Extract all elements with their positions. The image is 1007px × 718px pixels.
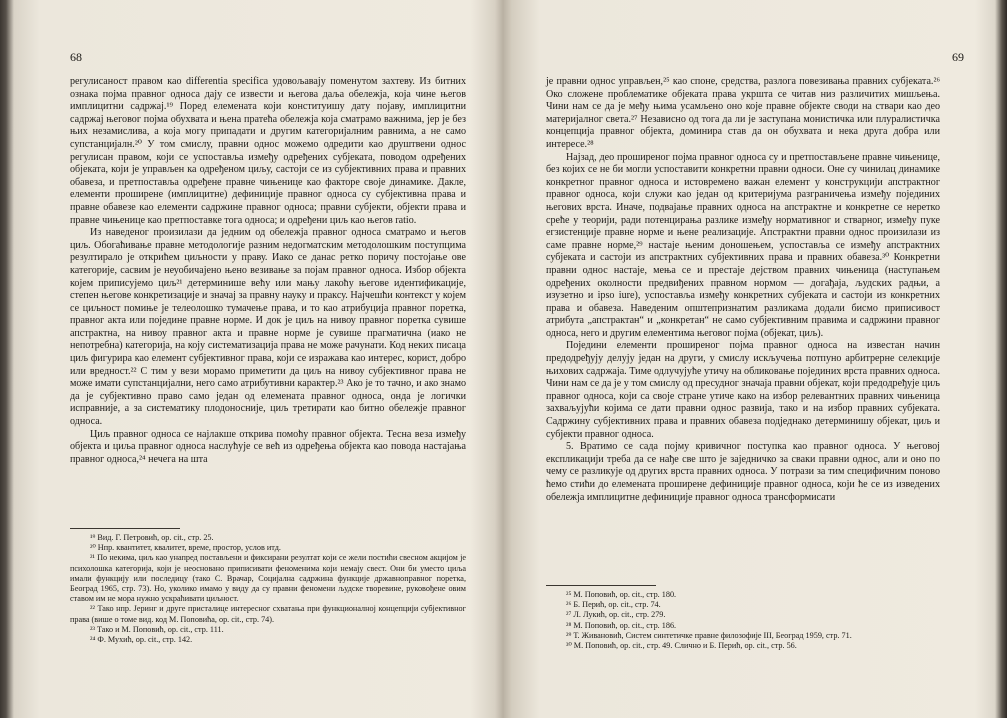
- footnote-divider: [546, 585, 656, 586]
- paragraph: регулисаност правом као differentia specifica удовољавају поменутом захтеву. Из битних ознака појма правног односа дају се извести и његова даља обележја, која чине његов имплицитни садржај.¹⁹ Поред елемената који конституишу дату појаву, имплицитни садржај његовог појма обухвата и њена пратећа обележја која сматрамо важнима, јер је без њих незамислива, а која могу припадати и другим категоријалним равнима, а не само супстанцијалн.²⁰ У том смислу, правни однос можемо одредити као друштвени однос регулисан правом, који се успоставља између одређених субјеката, поводом одређених објеката, који је управљен ка одређеном циљу, састоји се из субјективних права и правних обавеза, и претпоставља одређене правне чињенице као факторе своје динамике. Дакле, елементи проширене (имплицитне) дефиниције правног односа су субјективна права и правне обавезе као елементи садржине правног односа; правни субјекти, објекти права и правне чињенице као претпоставке тога односа; и одређени циљ као његов ratio.: [70, 76, 466, 226]
- footnote-divider: [70, 528, 180, 529]
- footnote: ²⁵ М. Поповић, op. cit., стр. 180.: [566, 590, 677, 599]
- paragraph: је правни однос управљен,²⁵ као споне, средства, разлога повезивања правних субјеката.²⁶ Око сложене проблематике објеката права укршта се читав низ различитих мишљења. Чини нам се да је међу њима усамљено оно које правне објекте своди на ствари као део материјалног света.²⁷ Независно од тога да ли је заступана монистичка или плуралистичка концепција правног објекта, доминира став да он обухвата и нека друга добра или интересе.²⁸: [546, 76, 940, 150]
- page-number: 68: [70, 50, 82, 64]
- right-page: [520, 0, 990, 718]
- footnote: ²¹ По некима, циљ као унапред постављени и фиксирани резултат који се жели постићи свесном акцијом је психолошка категорија, који је неосновано приписивати феноменима који немају свест. Они би уместо циља имали функцију или последицу (тако С. Врачар, Социјална садржина функције државноправног поретка, Београд 1965, стр. 73). Но, уколико имамо у виду да су правни феномени људске творевине, руковођене овим ставом им не мора нужно ускраћивати циљност.: [70, 553, 466, 604]
- page-number: 69: [952, 50, 964, 64]
- footnote: ²² Тако нпр. Јеринг и друге присталице интересног схватања при функционалној концепцији субјективног права (више о томе вид. код М. Поповића, op. cit., стр. 74).: [70, 604, 466, 624]
- footnote: ³⁰ М. Поповић, op. cit., стр. 49. Слично и Б. Перић, op. cit., стр. 56.: [566, 641, 797, 651]
- footnote: ¹⁹ Вид. Г. Петровић, op. cit., стр. 25.: [90, 533, 214, 542]
- footnote: ²⁹ Т. Живановић, Систем синтетичке правне филозофије III, Београд 1959, стр. 71.: [566, 630, 852, 640]
- footnotes: [70, 533, 466, 645]
- paragraph: Циљ правног односа се најлакше открива помоћу правног објекта. Тесна веза између објекта и циља правног односа наслућује се већ из одређења објекта као повода настајања правног односа,²⁴ нечега на шта: [70, 428, 466, 465]
- footnote: ²⁰ Нпр. квантитет, квалитет, време, простор, услов итд.: [90, 543, 281, 553]
- footnote: ²⁶ Б. Перић, op. cit., стр. 74.: [566, 600, 661, 610]
- paragraph: Из наведеног произилази да једним од обележја правног односа сматрамо и његов циљ. Обогаћивање правне методологије разним недогматским методолошким поступцима резултирало је открићем циљности у праву. Иако се данас ретко поричу постојање ове категорије, сасвим је неуобичајено њено везивање за појам правног односа. Избор објекта којем приписујемо циљ²¹ детерминише већу или мању лакоћу његове идентификације, степен његове конкретизације и значај за правну науку и праксу. Најчешћи контекст у којем се циљност помиње је телеолошко тумачење права, и то као атрибуција правног поретка, правног акта или појединe правне норме. И док је циљ на нивоу правног поретка сувише апстрактна, на нивоу правног акта и правне норме је сувише прагматична (иако не непотребна) категорија, на коју систематизација права не може рачунати. Код неких писаца циљ фигурира као елемент субјективног права, који се изражава као интерес, корист, добро или вредност.²² С тим у вези морамо приметити да циљ на нивоу субјективног права не може имати супстанцијални, него само атрибутивни карактер.²³ Ако је то тачно, и ако знамо да је субјективно право само један од елемената правног односа, онда је логички исправније, а за систематику плодоносније, циљ третирати као битно обележје правног односа.: [70, 227, 466, 428]
- footnote: ²³ Тако и М. Поповић, op. cit., стр. 111.: [90, 624, 224, 634]
- footnote: ²⁸ М. Поповић, op. cit., стр. 186.: [566, 620, 677, 630]
- paragraph: Поједини елементи проширеног појма правног односа на известан начин предодређују делују један на други, у смислу искључења потпуно арбитрерне селекције њихових садржаја. Тиме одлучујуће утичу на обликовање појединих врста правних односа. Чини нам се да је у том смислу од пресудног значаја правни објекат, који предодређује циљ правног односа, који са своје стране утиче како на избор релевантних правних чињеница захваљујући којима се дати правни однос развија, тако и на избор правних субјеката. Садржину субјективних права и правних обавеза подједнако детерминишу објекат, циљ и субјекти правног односа.: [546, 340, 940, 440]
- footnote: ²⁴ Ф. Мухић, op. cit., стр. 142.: [90, 635, 193, 645]
- paragraph: Најзад, део проширеног појма правног односа су и претпостављене правне чињенице, без којих се не би могли успоставити конкретни правни односи. Оне су чинилац динамике конкретног правног односа и истовремено важан елемент у конструкцији апстрактног правног односа, који служи као један од критеријума разграничења између појединих његових врста. Иначе, подвајање правних односа на апстрактне и конкретне се неретко среће у теорији, ради потенцирања разлике између нормативног и стварног, између пуке егзистенције правне норме и њене реализације. Апстрактни правни однос произилази из саме правне норме,²⁹ настаје њеним доношењем, успоставља се између апстрактних субјеката и састоји из апстрактних субјективних права и правних обавеза.³⁰ Конкретни правни однос настаје, мења се и престаје дејством правних чињеница (наступањем одређених околности предвиђених правном нормом — догађаја, људских радњи, а изузетно и ipso iure), успоставља између конкретних субјеката и састоји из конкретних права и обавеза. Наведеним општепризнатим разликама додали бисмо приписивост атрибута „апстрактан“ и „конкретан“ не само субјективним правима и садржини правног односа, него и другим елементима његовог појма (објекат, циљ).: [546, 151, 940, 339]
- footnote: ²⁷ Л. Лукић, op. cit., стр. 279.: [566, 610, 666, 620]
- body-text: [546, 76, 940, 504]
- paragraph: 5. Вратимо се сада појму кривичног поступка као правног односа. У његовој експликацији треба да се нађе све што је заједничко за сваки правни однос, али и оно по чему се разликује од других врста правних односа. У потрази за тим специфичним поново ћемо стићи до елемената проширене дефиниције правног односа, који ће се из изведених обележја имплицитне дефиниције правног односа трансформисати: [546, 441, 940, 503]
- left-page: [22, 0, 490, 718]
- body-text: [70, 76, 466, 466]
- footnotes: [546, 590, 940, 651]
